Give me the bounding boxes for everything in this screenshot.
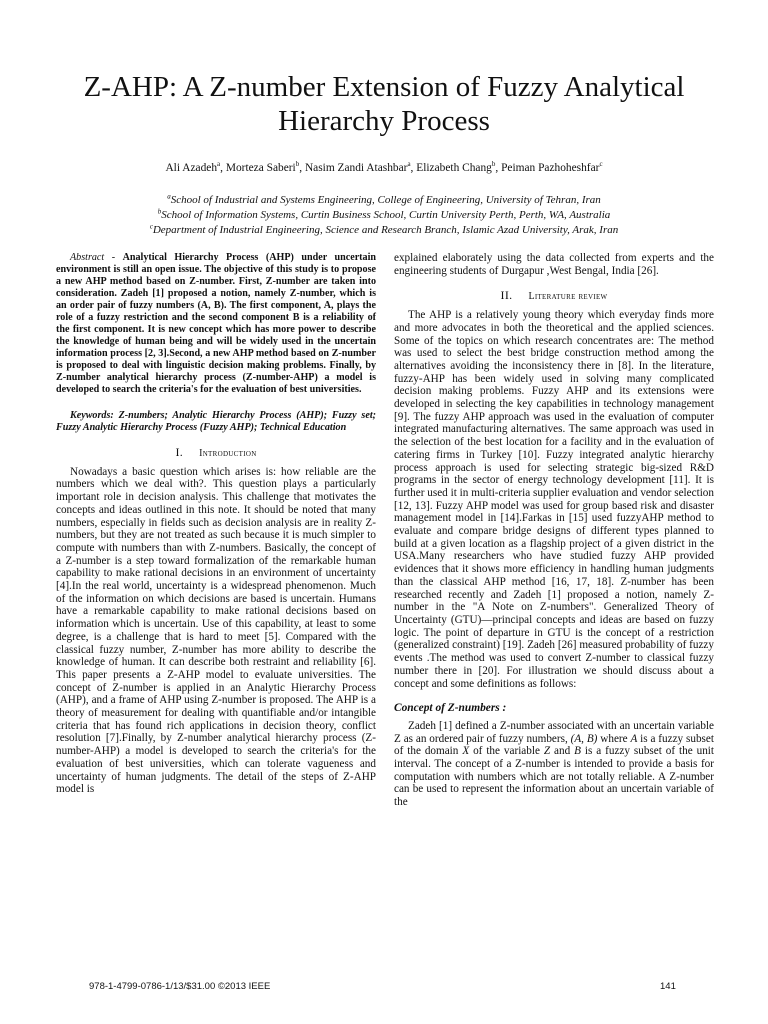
right-column <box>394 252 714 809</box>
author-sup: b <box>295 160 300 169</box>
keywords: Keywords: Z-numbers; Analytic Hierarchy Process (AHP); Fuzzy set; Fuzzy Analytic Hierarchy Process (Fuzzy AHP); Technical Education <box>56 410 376 433</box>
literature-paragraph: The AHP is a relatively young theory which everyday finds more and more advocates in both the theoretical and the applied sciences. Some of the topics on which research concentrates are: The method was used to select the best bridge construction method among the alternatives avoiding the inconsistency there in [8]. In the literature, fuzzy-AHP has been widely used in solving many complicated decision making problems. Fuzzy AHP and its extensions were developed in selecting the key capabilities in technology management [9]. The fuzzy AHP approach was used in the evaluation of computer integrated manufacturing alternatives. The same approach was used in the selection of the best location for a facility and in the evaluation of catering firms in Turkey [10]. Fuzzy integrated analytic hierarchy process approach is used for selecting strategic big-sized R&D programs in the sector of energy technology development [11]. It is further used it in multi-criteria supplier evaluation and vendor selection [12, 13]. Fuzzy AHP model was used for group based risk and disaster management model in [14].Farkas in [15] used fuzzyAHP method to evaluate and compare bridge designs of different types planned to build at a given location as a flagship project of a given district in the USA.Many researchers who have studied fuzzy AHP provided evidences that it shows more efficiency in handling human judgments than the classical AHP method [16, 17, 18]. Z-number has been researched recently and Zadeh [1] proposed a notion, namely Z-number in the "A Note on Z-numbers". Generalized Theory of Uncertainty (GTU)—principal concepts and ideas are based on fuzzy logic. The point of departure in GTU is the concept of a restriction (generalized constraint) [19]. Zadeh [26] measured probability of fuzzy events .The method was used to convert Z-number to classical fuzzy number there in [20]. For illustration we should discuss about a concept and some definitions as follows: <box>394 309 714 690</box>
page-number: 141 <box>660 981 676 992</box>
author-list: Ali Azadeh$^a$, Morteza Saberi$^b$, Nasim Zandi Atashbar$^a$, Elizabeth Chang$^b$, Peiman Pazhoheshfar$^c$ <box>165 160 603 174</box>
author-name: Nasim Zandi Atashbar <box>304 162 408 174</box>
footer-copyright: 978-1-4799-0786-1/13/$31.00 ©2013 IEEE <box>89 981 271 992</box>
subsection-heading: Concept of Z-numbers : <box>394 702 507 715</box>
affiliation: $^b$School of Information Systems, Curtin Business School, Curtin University Perth, Perth, WA, Australia <box>157 207 611 221</box>
author-name: Morteza Saberi <box>225 162 296 174</box>
introduction-paragraph: Nowadays a basic question which arises is: how reliable are the numbers which we deal with?. This question plays a particularly important role in decision analysis. This challenge that motivates the concepts and ideas outlined in this note. It should be noted that many numbers, especially in fields such as decision analysis are in reality Z-numbers, but they are not treated as such because it is much simpler to compute with numbers than with Z-numbers. Basically, the concept of a Z-number is a step toward formalization of the remarkable human capability to make rational decisions in an environment of uncertainty [4].In the real world, uncertainty is a widespread phenomenon. Much of the information on which decisions are based is uncertain. Humans have a remarkable capability to make rational decisions based on information which is uncertain. Use of this capability, at least to some degree, is a challenge that is hard to meet [5]. Compared with the classical fuzzy number, Z-number has more ability to describe the knowledge of human. It can describe both restraint and reliability [6]. This paper presents a Z-AHP model to evaluate universities. The concept of Z-number is applied in an Analytic Hierarchy Process (AHP), and a frame of AHP using Z-number is proposed. The AHP is a theory of measurement for dealing with quantifiable and/or intangible criteria that has found rich applications in decision theory, conflict resolution [7].Finally, by Z-number analytical hierarchy process (Z-number-AHP) a model is developed to search the criteria's for the evaluation of best universities, which can tolerate vagueness and uncertainty of human judgments. The detail of the steps of Z-AHP model is <box>56 465 376 796</box>
section-heading-literature-review <box>394 289 714 304</box>
abstract-body: Analytical Hierarchy Process (AHP) under uncertain environment is still an open issue. The objective of this study is to propose a new AHP method based on Z-number. First, Z-number are taken into consideration. Zadeh [1] proposed a notion, namely Z-number, which is an order pair of fuzzy numbers (A, B). The first component, A, plays the role of a fuzzy restriction and the second component B is a reliability of the first component. It is new concept which has more power to describe the knowledge of human being and will be widely used in the uncertain information process [2, 3].Second, a new AHP method based on Z-number is proposed to deal with linguistic decision making problems. Finally, by Z-number analytical hierarchy process (Z-number-AHP) a model is developed to search the criteria's for the evaluation of best universities. <box>56 252 376 395</box>
author-name: Ali Azadeh <box>165 162 218 174</box>
author-sup: a <box>217 160 221 169</box>
author-name: Peiman Pazhoheshfar <box>501 162 600 174</box>
paper-title <box>40 70 728 138</box>
affiliation: $^c$Department of Industrial Engineering, Science and Research Branch, Islamic Azad University, Arak, Iran <box>149 222 619 236</box>
affiliation: $^a$School of Industrial and Systems Engineering, College of Engineering, University of Tehran, Iran <box>167 192 601 206</box>
author-name: Elizabeth Chang <box>416 162 492 174</box>
author-sup: b <box>491 160 496 169</box>
concept-paragraph: Zadeh [1] defined a Z-number associated with an uncertain variable Z as an ordered pair of fuzzy numbers, (A, B) where A is a fuzzy subset of the domain X of the variable Z and B is a fuzzy subset of the unit interval. The concept of a Z-number is intended to provide a basis for computation with numbers which are not totally reliable. A Z-number can be used to represent the information about an uncertain variable of the <box>394 719 715 809</box>
author-sup: a <box>407 160 411 169</box>
title-line-2: Hierarchy Process <box>278 105 490 137</box>
title-line-1: Z-AHP: A Z-number Extension of Fuzzy Analytical <box>83 71 685 103</box>
continued-paragraph: explained elaborately using the data collected from experts and the engineering students of Durgapur ,West Bengal, India [26]. <box>394 252 714 277</box>
section-number: I. <box>175 445 184 459</box>
section-title: Introduction <box>199 448 257 459</box>
abstract-lead: Abstract - <box>70 252 123 263</box>
section-heading-introduction <box>56 446 376 461</box>
section-title: Literature review <box>528 291 608 303</box>
left-column <box>56 252 376 796</box>
abstract <box>56 252 376 396</box>
affiliation-list <box>40 193 728 238</box>
section-number: II. <box>500 288 513 303</box>
author-sup: c <box>599 160 603 169</box>
